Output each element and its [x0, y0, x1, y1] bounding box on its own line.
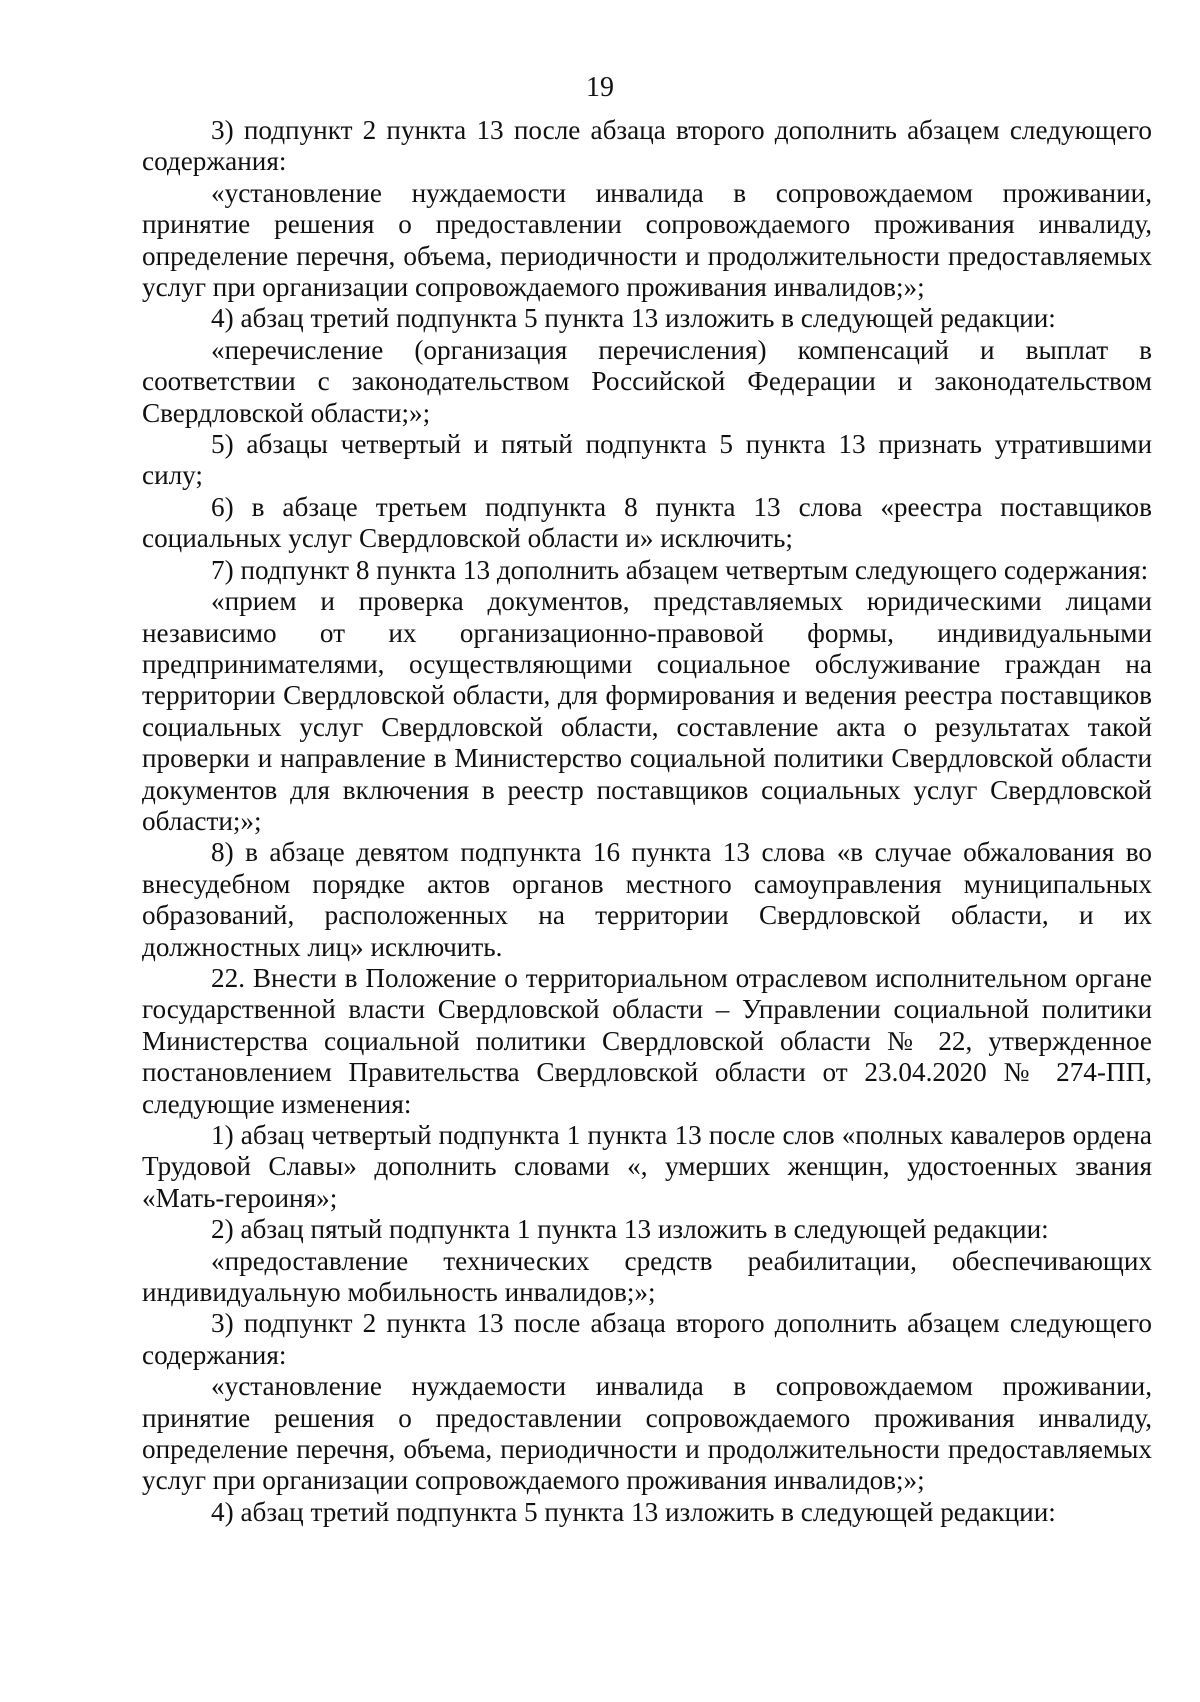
paragraph-item-3-subpoint-2: 3) подпункт 2 пункта 13 после абзаца второго дополнить абзацем следующего содержания:: [142, 115, 1152, 177]
paragraph-section-22-item-4: 4) абзац третий подпункта 5 пункта 13 изложить в следующей редакции:: [211, 1496, 1056, 1527]
quoted-text-accompanied-living: «установление нуждаемости инвалида в сопровождаемом проживании, принятие решения о предоставлении сопровождаемого проживания инвалиду, определение перечня, объема, периодичности и продолжительности предоставляемых услуг при организации сопровождаемого проживания инвалидов;»;: [142, 177, 1152, 303]
paragraph-item-6-exclude-words: 6) в абзаце третьем подпункта 8 пункта 13 слова «реестра поставщиков социальных услуг Свердловской области и» исключить;: [142, 491, 1152, 554]
paragraph-item-8-exclude-words: 8) в абзаце девятом подпункта 16 пункта 13 слова «в случае обжалования во внесудебном порядке актов органов местного самоуправления муниципальных образований, расположенных на территории Свердловской области, и их должностных лиц» исключить.: [142, 837, 1152, 962]
quoted-text-document-verification: «прием и проверка документов, представляемых юридическими лицами независимо от их организационно-правовой формы, индивидуальными предпринимателями, осуществляющими социальное обслуживание граждан на территории Свердловской области, для формирования и ведения реестра поставщиков социальных услуг Свердловской области, составление акта о результатах такой проверки и направление в Министерство социальной политики Свердловской области документов для включения в реестр поставщиков социальных услуг Свердловской области;»;: [142, 586, 1152, 836]
paragraph-section-22-item-1: 1) абзац четвертый подпункта 1 пункта 13 после слов «полных кавалеров ордена Трудовой Славы» дополнить словами «, умерших женщин, удостоенных звания «Мать-героиня»;: [142, 1120, 1152, 1213]
paragraph-item-7-add-paragraph: 7) подпункт 8 пункта 13 дополнить абзацем четвертым следующего содержания:: [211, 554, 1149, 585]
paragraph-section-22-item-3: 3) подпункт 2 пункта 13 после абзаца второго дополнить абзацем следующего содержания:: [142, 1308, 1152, 1370]
quoted-text-rehabilitation-means: «предоставление технических средств реабилитации, обеспечивающих индивидуальную мобильность инвалидов;»;: [142, 1245, 1152, 1308]
paragraph-item-5-repeal: 5) абзацы четвертый и пятый подпункта 5 пункта 13 признать утратившими силу;: [142, 429, 1152, 491]
paragraph-section-22-item-2: 2) абзац пятый подпункта 1 пункта 13 изложить в следующей редакции:: [211, 1214, 1049, 1245]
quoted-text-compensation-transfer: «перечисление (организация перечисления) компенсаций и выплат в соответствии с законодательством Российской Федерации и законодательством Свердловской области;»;: [142, 334, 1152, 428]
document-body: [142, 115, 1152, 1528]
paragraph-item-4-subpoint-5: 4) абзац третий подпункта 5 пункта 13 изложить в следующей редакции:: [211, 303, 1056, 334]
page-number: 19: [586, 72, 614, 103]
paragraph-section-22: 22. Внести в Положение о территориальном отраслевом исполнительном органе государственной власти Свердловской области – Управлении социальной политики Министерства социальной политики Свердловской области № 22, утвержденное постановлением Правительства Свердловской области от 23.04.2020 № 274-ПП, следующие изменения:: [142, 962, 1152, 1119]
quoted-text-accompanied-living-repeat: «установление нуждаемости инвалида в сопровождаемом проживании, принятие решения о предоставлении сопровождаемого проживания инвалиду, определение перечня, объема, периодичности и продолжительности предоставляемых услуг при организации сопровождаемого проживания инвалидов;»;: [142, 1371, 1152, 1496]
